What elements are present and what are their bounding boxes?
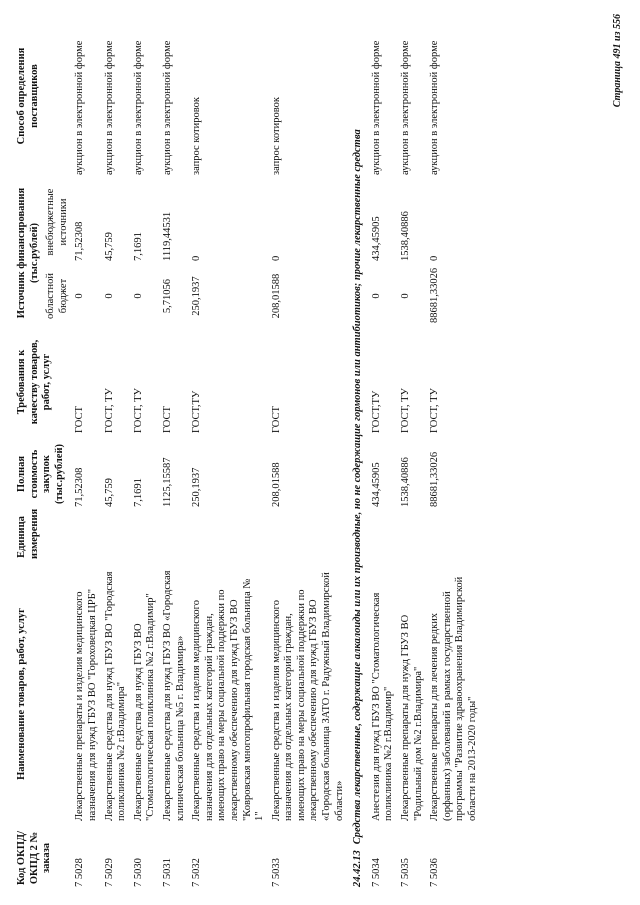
row-prefix: 7 xyxy=(191,881,203,887)
row-requirements: ГОСТ,ТУ xyxy=(370,390,382,433)
header-name: Наименование товаров, работ, услуг xyxy=(16,608,27,780)
row-method: аукцион в электронной форме xyxy=(161,40,173,175)
row-funding-regional: 88681,33026 xyxy=(429,267,441,323)
table-row xyxy=(160,13,189,891)
table-row xyxy=(269,13,349,891)
row-code: 5035 xyxy=(400,858,412,880)
row-requirements: ГОСТ, ТУ xyxy=(103,388,115,433)
row-code: 5030 xyxy=(132,858,144,880)
header-unit: Единица измерения xyxy=(16,508,40,559)
row-method: аукцион в электронной форме xyxy=(132,40,144,175)
row-method: аукцион в электронной форме xyxy=(74,40,86,175)
row-code: 5034 xyxy=(370,858,382,880)
row-method: запрос котировок xyxy=(191,97,203,175)
row-funding-offbudget: 0 xyxy=(270,255,282,261)
section-heading-row xyxy=(348,13,369,891)
row-requirements: ГОСТ, ТУ xyxy=(429,388,441,433)
header-requirements: Требования к качеству товаров, работ, услуг xyxy=(16,339,53,425)
row-cost: 434,45905 xyxy=(370,462,382,507)
header-cost: Полная стоимость закупок (тыс.рублей) xyxy=(16,443,65,505)
row-cost: 250,1937 xyxy=(191,467,203,507)
row-funding-regional: 0 xyxy=(74,293,86,299)
row-funding-regional: 0 xyxy=(132,293,144,299)
row-requirements: ГОСТ xyxy=(270,406,282,433)
procurement-table-sheet xyxy=(14,13,482,891)
section-title: Средства лекарственные, содержащие алкалоиды или их производные, но не содержащие гормонов или антибиотиков; прочие лекарственные средства xyxy=(352,129,364,845)
row-code-cell xyxy=(160,825,189,891)
row-funding-regional: 208,01588 xyxy=(270,273,282,319)
row-funding-offbudget: 0 xyxy=(191,255,203,261)
row-name: Лекарственные средства для нужд ГБУЗ ВО «Городская клиническая больница №5 г. Владимира» xyxy=(161,570,186,821)
row-funding-offbudget: 45,759 xyxy=(103,232,115,261)
row-code-cell xyxy=(269,825,349,891)
table-row xyxy=(102,13,131,891)
row-cost: 1538,40886 xyxy=(400,457,412,507)
row-unit xyxy=(72,511,101,563)
row-prefix: 7 xyxy=(132,881,144,887)
row-funding-regional: 250,1937 xyxy=(191,276,203,316)
row-requirements: ГОСТ, ТУ xyxy=(132,388,144,433)
row-prefix: 7 xyxy=(161,881,173,887)
row-requirements: ГОСТ, ТУ xyxy=(400,388,412,433)
row-funding-regional: 0 xyxy=(400,293,412,299)
header-funding: Источник финансирования (тыс.рублей) xyxy=(16,187,40,319)
table-header xyxy=(14,13,72,891)
table-body-top xyxy=(72,13,368,891)
row-code-cell xyxy=(189,825,269,891)
row-unit xyxy=(398,511,427,563)
row-prefix: 7 xyxy=(270,881,282,887)
row-method: аукцион в электронной форме xyxy=(429,40,441,175)
page-number: Страница 491 из 556 xyxy=(612,14,623,108)
row-unit xyxy=(427,511,481,563)
row-prefix: 7 xyxy=(400,881,412,887)
row-code: 5028 xyxy=(74,858,86,880)
row-name: Лекарственные препараты для лечения редких (орфанных) заболеваний в рамках государственной программы "Развитие здравоохранения Владимирской области на 2013-2020 годы" xyxy=(429,576,478,821)
row-name: Лекарственные средства для нужд ГБУЗ ВО "Стоматологическая поликлиника №2 г.Владимир" xyxy=(132,593,157,821)
row-code-cell xyxy=(427,825,481,891)
row-funding-offbudget: 7,1691 xyxy=(132,232,144,261)
row-method: запрос котировок xyxy=(270,97,282,175)
row-name: Лекарственные препараты и изделия медицинского назначения для нужд ГБУЗ ВО "Гороховецкая ЦРБ" xyxy=(74,588,98,821)
row-code: 5031 xyxy=(161,858,173,880)
table-row xyxy=(189,13,269,891)
table-body-bottom xyxy=(369,13,482,891)
table-row xyxy=(131,13,160,891)
row-code: 5029 xyxy=(103,858,115,880)
table-row xyxy=(369,13,398,891)
row-code-cell xyxy=(398,825,427,891)
row-funding-offbudget: 1119,44531 xyxy=(161,211,173,261)
row-code-cell xyxy=(72,825,101,891)
row-unit xyxy=(160,511,189,563)
row-requirements: ГОСТ,ТУ xyxy=(191,390,203,433)
row-cost: 7,1691 xyxy=(132,478,144,507)
row-funding-offbudget: 434,45905 xyxy=(370,216,382,261)
row-name: Анестезия для нужд ГБУЗ ВО "Стоматологическая поликлиника №2 г.Владимир" xyxy=(370,592,395,821)
row-method: аукцион в электронной форме xyxy=(400,40,412,175)
row-requirements: ГОСТ xyxy=(161,406,173,433)
header-method: Способ определения поставщиков xyxy=(16,47,40,145)
header-code: Код ОКПД/ ОКПД 2 № заказа xyxy=(16,830,53,886)
row-unit xyxy=(269,511,349,563)
row-unit xyxy=(131,511,160,563)
row-unit xyxy=(102,511,131,563)
row-requirements: ГОСТ xyxy=(74,406,86,433)
row-funding-regional: 0 xyxy=(370,293,382,299)
header-funding-regional: областной бюджет xyxy=(45,273,69,319)
header-funding-offbudget: внебюджетные источники xyxy=(45,188,69,256)
row-code: 5033 xyxy=(270,858,282,880)
row-prefix: 7 xyxy=(103,881,115,887)
row-code: 5036 xyxy=(429,858,441,880)
row-funding-regional: 0 xyxy=(103,293,115,299)
row-unit xyxy=(369,511,398,563)
row-name: Лекарственные средства и изделия медицинского назначения для отдельных категорий граждан, имеющих право на меры социальной поддержки по лекарственному обеспечению для нужд ГБУЗ ВО "Ковровская многопрофильная городская больница № 1" xyxy=(191,578,266,821)
row-prefix: 7 xyxy=(429,881,441,887)
table-row xyxy=(398,13,427,891)
row-cost: 71,52308 xyxy=(74,467,86,507)
row-name: Лекарственные препараты для нужд ГБУЗ ВО "Родильный дом №2 г.Владимира" xyxy=(400,614,424,821)
row-cost: 45,759 xyxy=(103,478,115,507)
row-unit xyxy=(189,511,269,563)
row-code: 5032 xyxy=(191,858,203,880)
row-code-cell xyxy=(102,825,131,891)
row-funding-regional: 5,71056 xyxy=(161,278,173,314)
row-method: аукцион в электронной форме xyxy=(103,40,115,175)
row-cost: 88681,33026 xyxy=(429,451,441,507)
section-code: 24.42.13 xyxy=(352,850,364,887)
row-name: Лекарственные средства и изделия медицинского назначения для отдельных категорий граждан, имеющих право на меры социальной поддержки по лекарственному обеспечению для нужд ГБУЗ ВО «Городская больница ЗАТО г. Радужный Владимирской области» xyxy=(270,572,345,821)
row-cost: 208,01588 xyxy=(270,462,282,507)
procurement-table xyxy=(14,13,482,891)
row-method: аукцион в электронной форме xyxy=(370,40,382,175)
row-prefix: 7 xyxy=(74,881,86,887)
row-funding-offbudget: 1538,40886 xyxy=(400,211,412,261)
row-funding-offbudget: 71,52308 xyxy=(74,221,86,261)
row-code-cell xyxy=(369,825,398,891)
table-row xyxy=(72,13,101,891)
row-funding-offbudget: 0 xyxy=(429,255,441,261)
row-code-cell xyxy=(131,825,160,891)
row-cost: 1125,15587 xyxy=(161,457,173,507)
row-prefix: 7 xyxy=(370,881,382,887)
row-name: Лекарственные средства для нужд ГБУЗ ВО "Городская поликлиника №2 г.Владимира" xyxy=(103,571,128,821)
section-heading xyxy=(348,13,369,891)
table-row xyxy=(427,13,481,891)
